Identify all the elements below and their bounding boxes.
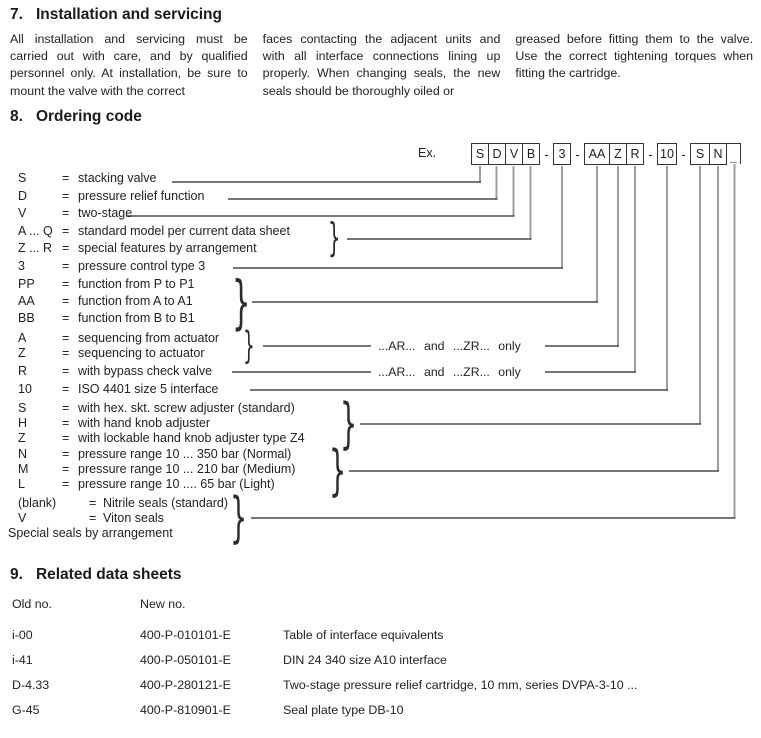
- equals-sign: =: [89, 511, 97, 525]
- row-code: A: [18, 331, 27, 345]
- row-code: A ... Q: [18, 224, 53, 238]
- row-code: BB: [18, 311, 35, 325]
- row-code: Z: [18, 346, 26, 360]
- equals-sign: =: [62, 431, 70, 445]
- ordering-row-l: [0, 476, 560, 492]
- ordering-row-pp: [0, 276, 560, 292]
- new-no: 400-P-280121-E: [140, 678, 231, 692]
- ordering-row-m: [0, 461, 560, 477]
- annotation-ar-zr-2: ...AR... and ...ZR... only: [378, 365, 521, 379]
- code-cell-n: N: [710, 143, 727, 165]
- ordering-row-blank: [0, 495, 560, 511]
- ordering-row-s: [0, 170, 560, 186]
- row-code: 3: [18, 259, 25, 273]
- ordering-row-special-seals: [0, 525, 560, 541]
- row-desc: Special seals by arrangement: [8, 526, 173, 540]
- new-no: 400-P-050101-E: [140, 653, 231, 667]
- section7-column-3: greased before fitting them to the valve. Use the correct tightening torques when fitting the cartridge.: [515, 32, 754, 81]
- brace-pp-aa-bb: }: [232, 268, 251, 336]
- brace-aq-zr: }: [328, 216, 341, 261]
- table-row: [10, 677, 755, 693]
- code-cell-10: 10: [657, 143, 677, 165]
- code-cell-s2: S: [690, 143, 710, 165]
- equals-sign: =: [62, 206, 70, 220]
- brace-seals: }: [230, 486, 248, 549]
- row-desc: pressure relief function: [78, 189, 205, 203]
- related-sheets-table: [10, 596, 755, 726]
- ordering-row-v: [0, 205, 560, 221]
- code-dash-2: -: [575, 146, 580, 162]
- ordering-row-s-adj: [0, 400, 560, 416]
- row-desc: special features by arrangement: [78, 241, 257, 255]
- row-code: AA: [18, 294, 35, 308]
- equals-sign: =: [62, 277, 70, 291]
- old-no: G-45: [12, 703, 40, 717]
- equals-sign: =: [62, 259, 70, 273]
- col-header-old-no: Old no.: [12, 597, 52, 611]
- annotation-ar-zr-1: ...AR... and ...ZR... only: [378, 339, 521, 353]
- ordering-row-bb: [0, 310, 560, 326]
- equals-sign: =: [62, 171, 70, 185]
- equals-sign: =: [62, 311, 70, 325]
- row-desc: function from P to P1: [78, 277, 195, 291]
- row-code: Z ... R: [18, 241, 53, 255]
- row-code: D: [18, 189, 28, 203]
- sheet-desc: DIN 24 340 size A10 interface: [283, 653, 447, 667]
- equals-sign: =: [62, 462, 70, 476]
- row-code: N: [18, 447, 28, 461]
- code-cell-s: S: [471, 143, 489, 165]
- code-cell-b: B: [523, 143, 540, 165]
- row-desc: pressure range 10 ... 210 bar (Medium): [78, 462, 296, 476]
- row-desc: ISO 4401 size 5 interface: [78, 382, 219, 396]
- code-cell-3: 3: [553, 143, 571, 165]
- code-cell-d: D: [489, 143, 506, 165]
- table-row: [10, 702, 755, 718]
- equals-sign: =: [62, 416, 70, 430]
- row-desc: sequencing from actuator: [78, 331, 220, 345]
- row-code: H: [18, 416, 28, 430]
- section7-number: 7.: [10, 6, 23, 23]
- table-row: [10, 627, 755, 643]
- new-no: 400-P-010101-E: [140, 628, 231, 642]
- old-no: i-00: [12, 628, 33, 642]
- brace-n-m-l: }: [329, 439, 347, 502]
- code-dash-1: -: [544, 146, 549, 162]
- row-code: PP: [18, 277, 35, 291]
- ordering-row-d: [0, 188, 560, 204]
- equals-sign: =: [62, 224, 70, 238]
- ordering-row-z-knob: [0, 430, 560, 446]
- equals-sign: =: [62, 346, 70, 360]
- new-no: 400-P-810901-E: [140, 703, 231, 717]
- code-cell-r: R: [627, 143, 644, 165]
- row-code: V: [18, 206, 27, 220]
- equals-sign: =: [62, 477, 70, 491]
- row-code: 10: [18, 382, 32, 396]
- row-code: (blank): [18, 496, 57, 510]
- row-desc: pressure range 10 .... 65 bar (Light): [78, 477, 275, 491]
- row-desc: stacking valve: [78, 171, 157, 185]
- row-desc: pressure range 10 ... 350 bar (Normal): [78, 447, 292, 461]
- row-desc: with hand knob adjuster: [78, 416, 211, 430]
- row-desc: Nitrile seals (standard): [103, 496, 229, 510]
- row-code: R: [18, 364, 28, 378]
- equals-sign: =: [62, 331, 70, 345]
- ordering-row-n: [0, 446, 560, 462]
- row-desc: function from A to A1: [78, 294, 193, 308]
- code-cell-v: V: [506, 143, 523, 165]
- section9-heading: [10, 566, 182, 584]
- code-cell-aa: AA: [584, 143, 610, 165]
- section9-number: 9.: [10, 566, 23, 583]
- equals-sign: =: [62, 382, 70, 396]
- row-desc: with bypass check valve: [78, 364, 213, 378]
- equals-sign: =: [62, 447, 70, 461]
- row-code: S: [18, 401, 27, 415]
- sheet-desc: Table of interface equivalents: [283, 628, 444, 642]
- brace-a-z: }: [243, 324, 255, 367]
- ordering-row-aq: [0, 223, 560, 239]
- brace-s-h-z: }: [340, 392, 358, 455]
- old-no: i-41: [12, 653, 33, 667]
- sheet-desc: Two-stage pressure relief cartridge, 10 mm, series DVPA-3-10 ...: [283, 678, 638, 692]
- code-dash-4: -: [681, 146, 686, 162]
- table-row: [10, 652, 755, 668]
- equals-sign: =: [62, 401, 70, 415]
- section9-title: Related data sheets: [35, 566, 182, 583]
- row-desc: Viton seals: [103, 511, 164, 525]
- ordering-row-h: [0, 415, 560, 431]
- ordering-row-3: [0, 258, 560, 274]
- row-desc: standard model per current data sheet: [78, 224, 290, 238]
- row-desc: sequencing to actuator: [78, 346, 205, 360]
- row-desc: two-stage: [78, 206, 133, 220]
- section7-column-1: All installation and servicing must be carried out with care, and by qualified personnel only. At installation, be sure to mount the valve with the correct: [10, 32, 248, 98]
- row-code: S: [18, 171, 27, 185]
- section8-number: 8.: [10, 108, 23, 125]
- ordering-row-zr: [0, 240, 560, 256]
- equals-sign: =: [89, 496, 97, 510]
- row-desc: pressure control type 3: [78, 259, 206, 273]
- equals-sign: =: [62, 294, 70, 308]
- section8-title: Ordering code: [35, 108, 142, 125]
- ordering-row-10: [0, 381, 560, 397]
- row-code: Z: [18, 431, 26, 445]
- section7-column-2: faces contacting the adjacent units and with all interface connections lining up properly. When changing seals, the new seals should be thoroughly oiled or: [262, 32, 501, 98]
- ordering-row-aa: [0, 293, 560, 309]
- row-desc: function from B to B1: [78, 311, 195, 325]
- equals-sign: =: [62, 189, 70, 203]
- code-cell-z: Z: [610, 143, 627, 165]
- row-code: M: [18, 462, 29, 476]
- row-desc: with lockable hand knob adjuster type Z4: [78, 431, 305, 445]
- row-code: V: [18, 511, 27, 525]
- code-cell-blank: _: [727, 143, 741, 164]
- row-code: L: [18, 477, 25, 491]
- equals-sign: =: [62, 241, 70, 255]
- ordering-row-viton: [0, 510, 560, 526]
- example-label: Ex.: [418, 146, 437, 160]
- section7-title: Installation and servicing: [35, 6, 222, 23]
- col-header-new-no: New no.: [140, 597, 186, 611]
- equals-sign: =: [62, 364, 70, 378]
- sheet-desc: Seal plate type DB-10: [283, 703, 404, 717]
- old-no: D-4.33: [12, 678, 50, 692]
- code-dash-3: -: [648, 146, 653, 162]
- row-desc: with hex. skt. screw adjuster (standard): [78, 401, 295, 415]
- table-header-row: [10, 596, 755, 612]
